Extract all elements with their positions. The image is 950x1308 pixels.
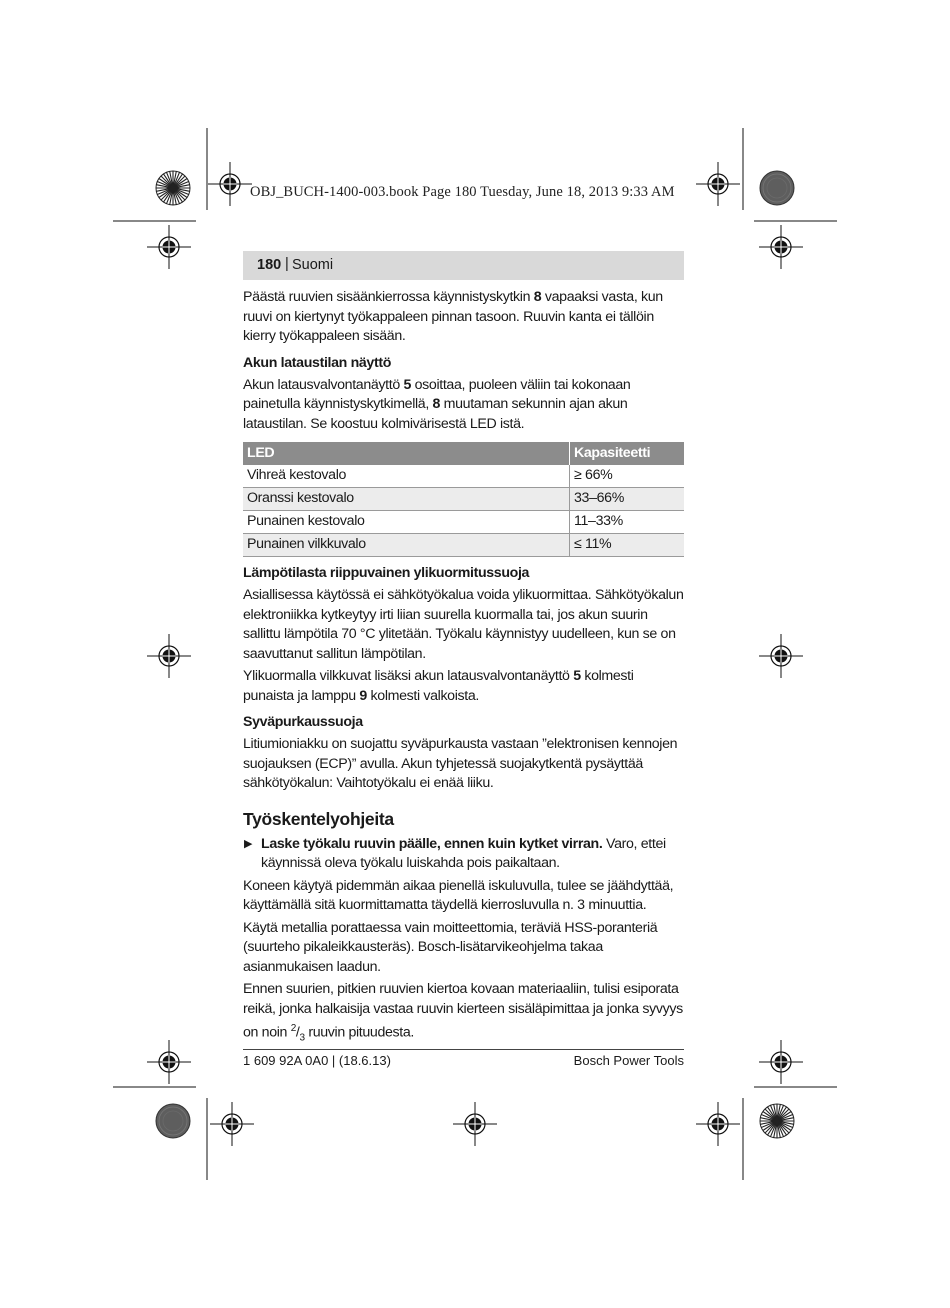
table-row: Punainen kestovalo 11–33% xyxy=(243,511,684,534)
battery-paragraph: Akun latausvalvontanäyttö 5 osoittaa, puoleen väliin tai kokonaan painetulla käynnistyskytkimellä, 8 muutaman sekunnin ajan akun lataustilan. Se koostuu kolmivärisestä LED istä. xyxy=(243,376,631,432)
thermal-heading: Lämpötilasta riippuvainen ylikuormitussuoja xyxy=(243,565,530,581)
working-tips-heading: Työskentelyohjeita xyxy=(243,808,394,829)
column-header-capacity: Kapasiteetti xyxy=(570,442,685,465)
footer-doc-number: 1 609 92A 0A0 | (18.6.13) xyxy=(243,1053,391,1068)
page-content xyxy=(243,288,684,1051)
tips-paragraph-1: Koneen käytyä pidemmän aikaa pienellä iskuluvulla, tulee se jäähdyttää, käyttämällä sitä kuormittamatta täydellä kierrosluvulla n. 3 minuuttia. xyxy=(243,877,674,913)
deep-discharge-paragraph: Litiumioniakku on suojattu syväpurkausta vastaan ”elektronisen kennojen suojauksen (ECP)” avulla. Akun tyhjetessä suojakytkentä pysäyttää sähkötyökalun: Vaihtotyökalu ei enää liiku. xyxy=(243,736,678,791)
tips-paragraph-2: Käytä metallia porattaessa vain moitteettomia, teräviä HSS-poranteriä (suurteho pikaleikkausteräs). Bosch-lisätarvikeohjelma takaa asianmukaisen laadun. xyxy=(243,919,658,975)
column-header-led: LED xyxy=(243,442,570,465)
tips-paragraph-3: Ennen suurien, pitkien ruuvien kiertoa kovaan materiaaliin, tulisi esiporata reikä, jonka halkaisija vastaa ruuvin kierteen sisäläpimittaa ja jonka syvyys on noin $^2/_3$ ruuvin pituudesta. xyxy=(243,981,683,1044)
bullet-triangle-icon: ▶ xyxy=(244,837,253,850)
page-header xyxy=(243,251,684,280)
battery-heading: Akun lataustilan näyttö xyxy=(243,354,392,371)
footer-brand: Bosch Power Tools xyxy=(573,1053,684,1068)
table-row: Oranssi kestovalo 33–66% xyxy=(243,488,684,511)
footer-rule xyxy=(243,1049,684,1050)
table-row: Vihreä kestovalo ≥ 66% xyxy=(243,465,684,488)
language-label: Suomi xyxy=(292,257,334,273)
header-separator: | xyxy=(285,256,289,272)
led-capacity-table xyxy=(243,442,684,557)
page-number: 180 xyxy=(257,257,282,273)
safety-bullet: ▶ Laske työkalu ruuvin päälle, ennen kuin kytket virran. Varo, ettei käynnissä oleva työkalu luiskahda pois paikaltaan. xyxy=(244,835,666,871)
print-slug-line: OBJ_BUCH-1400-003.book Page 180 Tuesday, June 18, 2013 9:33 AM xyxy=(250,184,675,200)
table-row: Punainen vilkkuvalo ≤ 11% xyxy=(243,534,684,557)
intro-paragraph: Päästä ruuvien sisäänkierrossa käynnistyskytkin 8 vapaaksi vasta, kun ruuvi on kiertynyt työkappaleen pinnan tasoon. Ruuvin kanta ei tällöin kierry työkappaleen sisään. xyxy=(243,289,663,344)
thermal-paragraph-2: Ylikuormalla vilkkuvat lisäksi akun latausvalvontanäyttö 5 kolmesti punaista ja lamppu 9 kolmesti valkoista. xyxy=(243,668,634,704)
thermal-paragraph-1: Asiallisessa käytössä ei sähkötyökalua voida ylikuormittaa. Sähkötyökalun elektroniikka kytkeytyy irti liian suurella kuormalla tai, jos akun suurin sallittu lämpötila 70 °C ylitetään. Työkalu käynnistyy uudelleen, kun se on saavuttanut sallitun lämpötilan. xyxy=(243,587,684,662)
deep-discharge-heading: Syväpurkaussuoja xyxy=(243,714,363,730)
